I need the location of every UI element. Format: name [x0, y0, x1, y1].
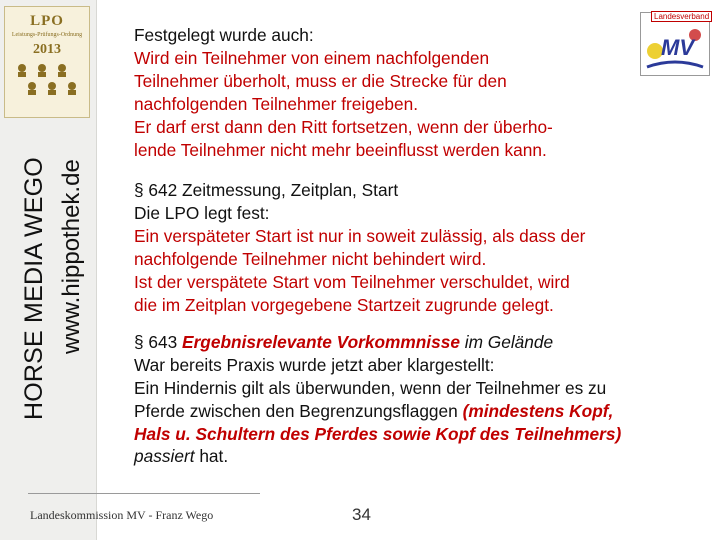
red-text-line: Er darf erst dann den Ritt fortsetzen, wenn der überho- — [134, 116, 553, 137]
text-italic: passiert — [134, 446, 195, 467]
vertical-website-text: www.hippothek.de — [58, 159, 85, 354]
red-parenthetical: (mindestens Kopf, — [462, 400, 614, 421]
page-number: 34 — [352, 505, 371, 524]
slide-content — [134, 24, 708, 468]
logo-year: 2013 — [33, 42, 61, 57]
paragraph-intro: Die LPO legt fest: — [134, 203, 270, 224]
red-text-line: lende Teilnehmer nicht mehr beeinflusst werden kann. — [134, 139, 547, 160]
red-text-line: nachfolgenden Teilnehmer freigeben. — [134, 93, 419, 114]
text-segment: Pferde zwischen den Begrenzungsflaggen — [134, 400, 463, 421]
logo-subtitle: Leistungs-Prüfungs-Ordnung — [11, 32, 83, 38]
section-heading: § 642 Zeitmessung, Zeitplan, Start — [134, 180, 399, 201]
vertical-brand-text: HORSE MEDIA WEGO — [20, 157, 48, 420]
red-text-line: die im Zeitplan vorgegebene Startzeit zugrunde gelegt. — [134, 294, 554, 315]
heading-emphasis: Ergebnisrelevante Vorkommnisse — [182, 331, 460, 352]
logo-mv-text: MV — [661, 35, 694, 60]
text-line — [134, 400, 708, 423]
text-line: War bereits Praxis wurde jetzt aber klargestellt: — [134, 354, 495, 375]
red-text-line: Teilnehmer überholt, muss er die Strecke für den — [134, 70, 507, 91]
red-text-line: Ist der verspätete Start vom Teilnehmer verschuldet, wird — [134, 272, 570, 293]
paragraph-overtaking — [134, 24, 708, 161]
red-text-line: Ein verspäteter Start ist nur in soweit zulässig, als dass der — [134, 226, 586, 247]
text-segment: hat. — [194, 446, 229, 467]
sidebar-divider — [96, 0, 97, 540]
text-line — [134, 445, 708, 468]
red-parenthetical: Hals u. Schultern des Pferdes sowie Kopf des Teilnehmers) — [134, 423, 622, 444]
horse-pictograms-icon — [12, 60, 82, 106]
text-line: Ein Hindernis gilt als überwunden, wenn der Teilnehmer es zu — [134, 377, 607, 398]
paragraph-642 — [134, 179, 708, 316]
paragraph-643 — [134, 331, 708, 468]
red-text-line: Wird ein Teilnehmer von einem nachfolgenden — [134, 47, 490, 68]
red-text-line: nachfolgende Teilnehmer nicht behindert wird. — [134, 249, 487, 270]
lpo-book-logo — [4, 6, 90, 118]
heading-suffix: im Gelände — [459, 331, 554, 352]
footer-divider — [28, 493, 260, 494]
section-heading — [134, 331, 708, 354]
heading-number: § 643 — [134, 331, 183, 352]
logo-title: LPO — [30, 13, 64, 29]
logo-tag: Landesverband — [651, 11, 712, 22]
footer-text: Landeskommission MV - Franz Wego — [30, 508, 214, 522]
paragraph-intro: Festgelegt wurde auch: — [134, 25, 314, 45]
